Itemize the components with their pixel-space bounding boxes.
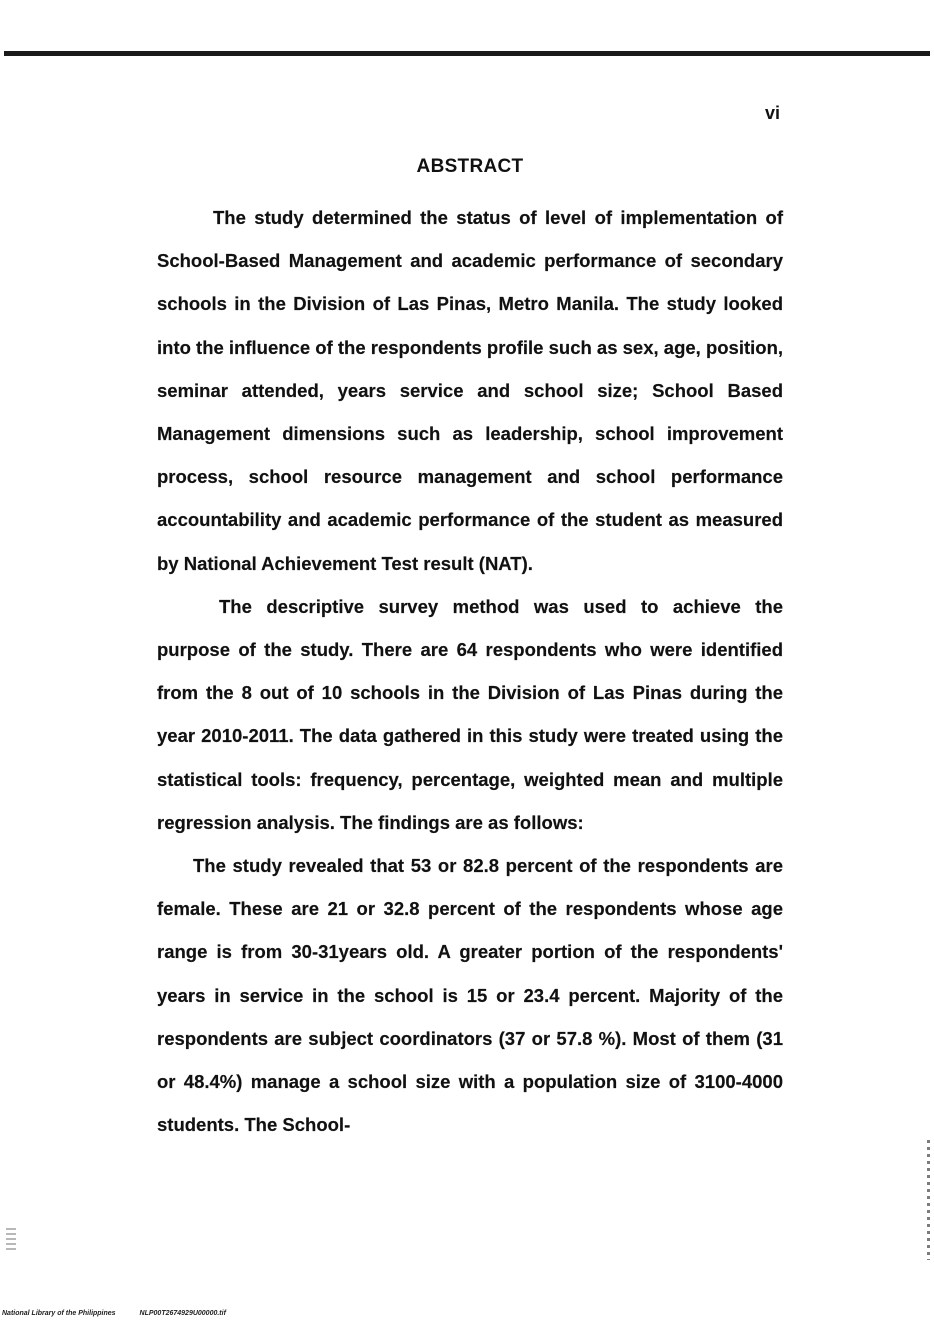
abstract-paragraph-3: The study revealed that 53 or 82.8 percent of the respondents are female. These are 21 or 32.8 percent of the respondents whose age range is from 30-31years old. A greater portion of the respondents' years in service in the school is 15 or 23.4 percent. Majority of the respondents are subject coordinators (37 or 57.8 %). Most of them (31 or 48.4%) manage a school size with a population size of 3100-4000 students. The School- bbox=[157, 855, 783, 1136]
footer-code: NLP00T2674929U00000.tif bbox=[139, 1310, 226, 1317]
abstract-paragraph-2: The descriptive survey method was used to achieve the purpose of the study. There are 64 respondents who were identified from the 8 out of 10 schools in the Division of Las Pinas during the year 2010-2011. The data gathered in this study were treated using the statistical tools: frequency, percentage, weighted mean and multiple regression analysis. The findings are as follows: bbox=[157, 595, 783, 833]
scan-footer bbox=[2, 1310, 248, 1317]
scan-artifact bbox=[6, 1228, 16, 1252]
footer-library: National Library of the Philippines bbox=[2, 1310, 116, 1317]
abstract-paragraph-1: The study determined the status of level of implementation of School-Based Management and academic performance of secondary schools in the Division of Las Pinas, Metro Manila. The study looked into the influence of the respondents profile such as sex, age, position, seminar attended, years service and school size; School Based Management dimensions such as leadership, school improvement process, school resource management and school performance accountability and academic performance of the student as measured by National Achievement Test result (NAT). bbox=[157, 207, 784, 574]
page-number: vi bbox=[764, 103, 780, 123]
abstract-body bbox=[157, 196, 783, 1146]
scan-edge-marks bbox=[927, 1140, 930, 1260]
top-rule bbox=[4, 51, 930, 56]
page-title: ABSTRACT bbox=[416, 156, 524, 177]
